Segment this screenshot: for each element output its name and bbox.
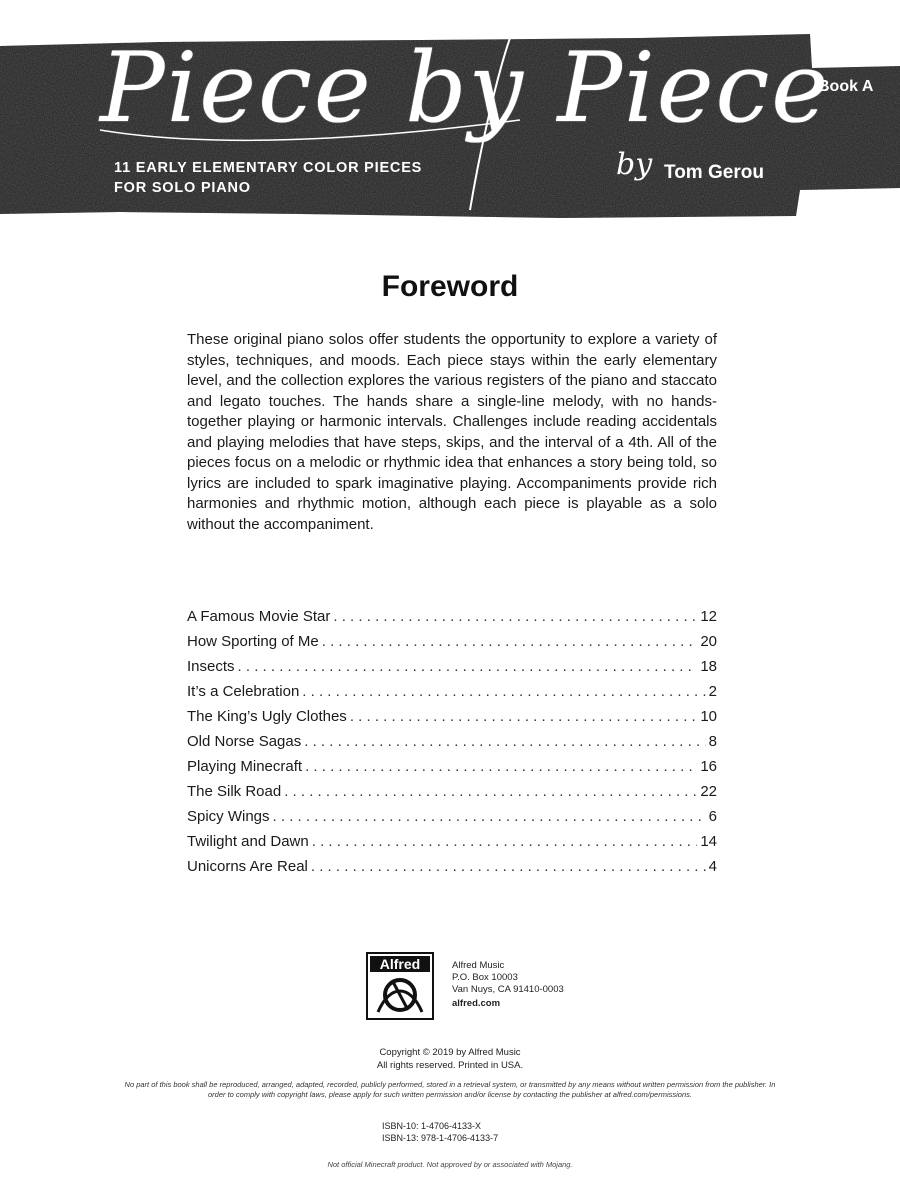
alfred-logo-word: Alfred xyxy=(370,956,430,972)
toc-entry[interactable] xyxy=(187,833,717,858)
toc-entry[interactable] xyxy=(187,608,717,633)
toc-page: 8 xyxy=(708,733,717,750)
publisher-city: Van Nuys, CA 91410-0003 xyxy=(452,984,564,995)
publisher-po-box: P.O. Box 10003 xyxy=(452,972,518,983)
toc-page: 14 xyxy=(700,833,717,850)
table-of-contents xyxy=(187,608,717,883)
toc-leader xyxy=(311,858,706,875)
isbn-block xyxy=(382,1120,498,1144)
toc-title: Old Norse Sagas xyxy=(187,733,302,750)
foreword-body: These original piano solos offer students the opportunity to explore a variety of styles, techniques, and moods. Each piece stays within the early elementary level, and the collection explores the various registers of the piano and staccato and legato touches. The hands share a single-line melody, with no hands-together playing or harmonic intervals. Challenges include reading accidentals and playing melodies that have steps, skips, and the interval of a 4th. All of the pieces focus on a melodic or rhythmic idea that enhances a story being told, so lyrics are included to spark imaginative playing. Accompaniments provide rich harmonies and rhythmic motion, although each piece is playable as a solo without the accompaniment. xyxy=(187,331,717,533)
toc-leader xyxy=(304,733,705,750)
toc-title: Unicorns Are Real xyxy=(187,858,308,875)
toc-page: 2 xyxy=(708,683,717,700)
copyright-notice xyxy=(0,1046,900,1072)
toc-leader xyxy=(284,783,697,800)
toc-entry[interactable] xyxy=(187,733,717,758)
toc-page: 18 xyxy=(700,658,717,675)
toc-leader xyxy=(238,658,698,675)
toc-leader xyxy=(322,633,698,650)
toc-leader xyxy=(333,608,697,625)
toc-leader xyxy=(350,708,698,725)
toc-page: 4 xyxy=(708,858,717,875)
toc-title: Playing Minecraft xyxy=(187,758,303,775)
toc-title: A Famous Movie Star xyxy=(187,608,331,625)
subtitle-line-2: FOR SOLO PIANO xyxy=(114,180,251,196)
toc-page: 10 xyxy=(700,708,717,725)
toc-page: 12 xyxy=(700,608,717,625)
toc-entry[interactable] xyxy=(187,858,717,883)
toc-entry[interactable] xyxy=(187,633,717,658)
toc-entry[interactable] xyxy=(187,658,717,683)
author-name: Tom Gerou xyxy=(664,162,764,183)
toc-title: How Sporting of Me xyxy=(187,633,319,650)
header-banner xyxy=(0,0,900,230)
toc-page: 6 xyxy=(708,808,717,825)
toc-entry[interactable] xyxy=(187,683,717,708)
alfred-logo xyxy=(366,952,434,1020)
toc-title: The Silk Road xyxy=(187,783,282,800)
publisher-website[interactable]: alfred.com xyxy=(452,998,501,1009)
toc-title: Spicy Wings xyxy=(187,808,270,825)
book-tag: Book A xyxy=(818,78,874,95)
isbn-10: ISBN-10: 1-4706-4133-X xyxy=(382,1121,482,1131)
toc-leader xyxy=(305,758,697,775)
toc-leader xyxy=(312,833,698,850)
toc-page: 16 xyxy=(700,758,717,775)
book-title: Piece by Piece xyxy=(100,32,831,144)
toc-leader xyxy=(273,808,706,825)
toc-title: Twilight and Dawn xyxy=(187,833,309,850)
legal-notice: No part of this book shall be reproduced, arranged, adapted, recorded, publicly performed, stored in a retrieval system, or transmitted by any means without written permission from the publisher. In order to comply with copyright laws, please apply for such written permission and/or license by contacting the publisher at alfred.com/permissions. xyxy=(124,1080,776,1099)
copyright-line-2: All rights reserved. Printed in USA. xyxy=(376,1060,524,1071)
copyright-line-1: Copyright © 2019 by Alfred Music xyxy=(379,1047,521,1058)
toc-entry[interactable] xyxy=(187,808,717,833)
toc-title: Insects xyxy=(187,658,235,675)
toc-entry[interactable] xyxy=(187,758,717,783)
minecraft-disclaimer: Not official Minecraft product. Not approved by or associated with Mojang. xyxy=(327,1160,573,1169)
toc-page: 20 xyxy=(700,633,717,650)
book-subtitle xyxy=(114,158,422,198)
alfred-logo-icon xyxy=(372,974,428,1016)
toc-title: It’s a Celebration xyxy=(187,683,300,700)
toc-title: The King’s Ugly Clothes xyxy=(187,708,347,725)
toc-entry[interactable] xyxy=(187,708,717,733)
toc-leader xyxy=(302,683,705,700)
publisher-name: Alfred Music xyxy=(452,960,505,971)
isbn-13: ISBN-13: 978-1-4706-4133-7 xyxy=(382,1133,499,1143)
toc-page: 22 xyxy=(700,783,717,800)
by-word: by xyxy=(616,147,653,182)
toc-entry[interactable] xyxy=(187,783,717,808)
subtitle-line-1: 11 EARLY ELEMENTARY COLOR PIECES xyxy=(114,160,423,176)
publisher-address xyxy=(452,960,632,1010)
foreword-heading: Foreword xyxy=(381,270,519,303)
